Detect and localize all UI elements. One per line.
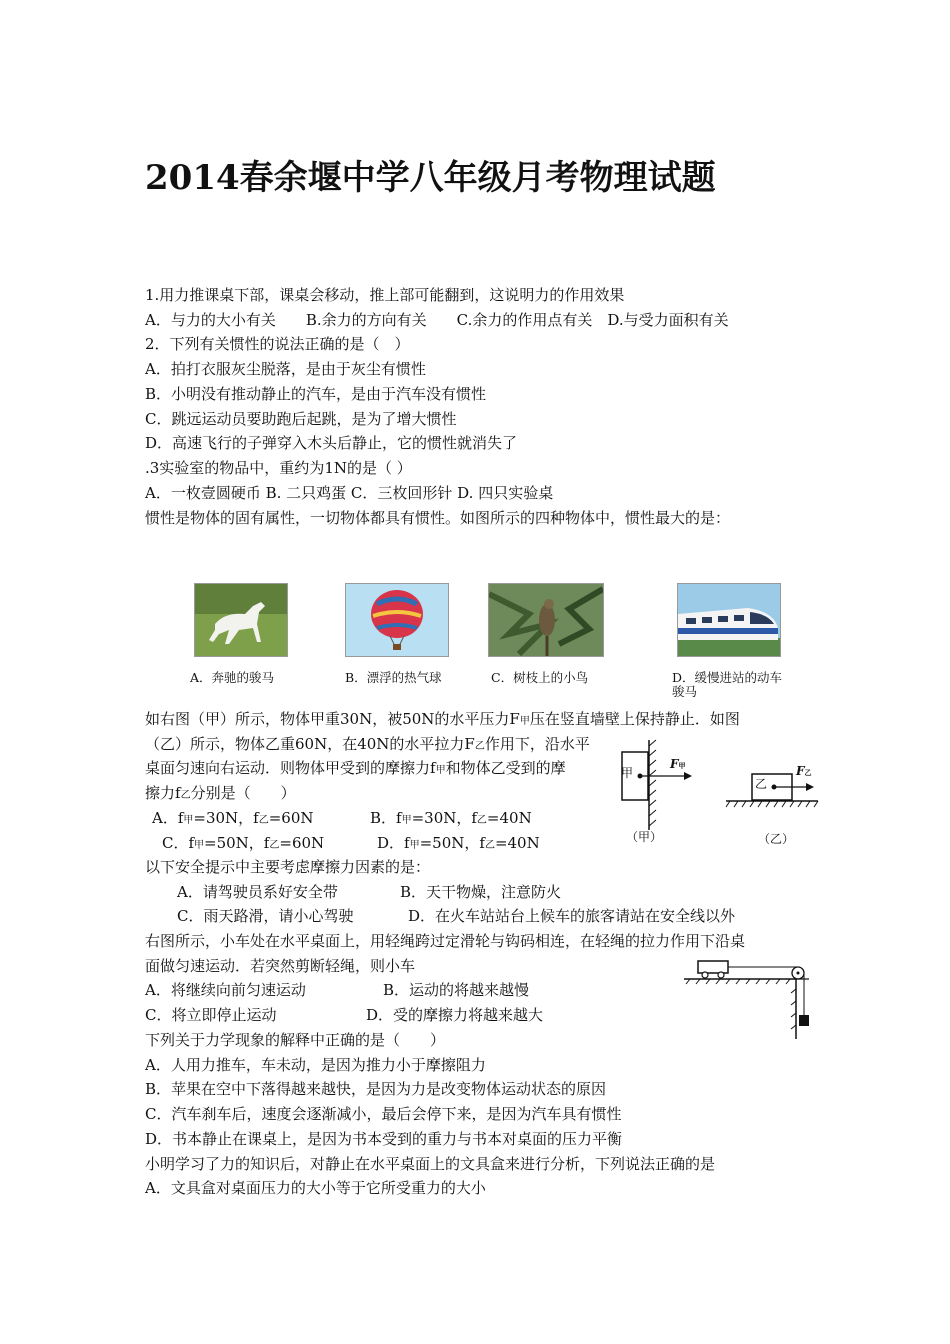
q7-line2: 面做匀速运动．若突然剪断轻绳，则小车 [145, 957, 416, 975]
q8-option-c: C．汽车刹车后，速度会逐渐减小，最后会停下来，是因为汽车具有惯性 [145, 1105, 622, 1123]
bird-on-branch-image [488, 583, 604, 657]
q6-stem: 以下安全提示中主要考虑摩擦力因素的是： [145, 858, 431, 876]
q7-option-c: C．将立即停止运动 [145, 1006, 277, 1024]
q5-option-b: B．f甲=30N，f乙=40N [370, 809, 532, 827]
q1-options: A．与力的大小有关 B.余力的方向有关 C.余力的作用点有关 D.与受力面积有关 [145, 311, 729, 329]
fig-jia-label: 甲 [621, 766, 634, 780]
q9-stem: 小明学习了力的知识后，对静止在水平桌面上的文具盒来进行分析，下列说法正确的是 [145, 1155, 716, 1173]
q7-option-a: A．将继续向前匀速运动 [145, 981, 306, 999]
cart-pulley-figure [684, 955, 814, 1040]
caption-a: A．奔驰的骏马 [190, 670, 275, 685]
caption-d: D．缓慢进站的动车 [672, 670, 783, 685]
q7-option-d: D．受的摩擦力将越来越大 [366, 1006, 544, 1024]
q5-option-a: A．f甲=30N，f乙=60N [152, 809, 314, 827]
q4-stem: 惯性是物体的固有属性，一切物体都具有惯性。如图所示的四种物体中，惯性最大的是： [145, 509, 731, 527]
q5-line3: 桌面匀速向右运动．则物体甲受到的摩擦力f甲和物体乙受到的摩 [145, 759, 566, 777]
q5-option-d: D．f甲=50N，f乙=40N [377, 834, 540, 852]
q7-line1: 右图所示，小车处在水平桌面上，用轻绳跨过定滑轮与钩码相连，在轻绳的拉力作用下沿桌 [145, 932, 746, 950]
q7-option-b: B．运动的将越来越慢 [383, 981, 530, 999]
fig-yi-caption: （乙） [758, 832, 795, 846]
q8-option-b: B．苹果在空中下落得越来越快，是因为力是改变物体运动状态的原因 [145, 1080, 607, 1098]
q2-option-d: D．高速飞行的子弹穿入木头后静止，它的惯性就消失了 [145, 434, 518, 452]
bullet-train-image [677, 583, 781, 657]
q5-line2: （乙）所示，物体乙重60N，在40N的水平拉力F乙作用下，沿水平 [145, 735, 590, 753]
q8-option-a: A．人用力推车，车未动，是因为推力小于摩擦阻力 [145, 1056, 486, 1074]
q6-option-b: B．天干物燥，注意防火 [400, 883, 562, 901]
q8-stem: 下列关于力学现象的解释中正确的是（ ） [145, 1031, 446, 1049]
fig-jia-force: F甲 [670, 757, 686, 771]
q5-line1: 如右图（甲）所示，物体甲重30N，被50N的水平压力F甲压在竖直墙壁上保持静止．如图 [145, 710, 740, 728]
fig-yi-force: F乙 [796, 764, 812, 778]
q2-option-b: B．小明没有推动静止的汽车，是由于汽车没有惯性 [145, 385, 487, 403]
page-title: 2014春余堰中学八年级月考物理试题 [145, 158, 716, 198]
q5-option-c: C．f甲=50N，f乙=60N [162, 834, 325, 852]
q2-stem: 2．下列有关惯性的说法正确的是（ ） [145, 335, 410, 353]
fig-yi-label: 乙 [755, 777, 768, 791]
figure-jia [612, 738, 702, 848]
q3-stem: .3实验室的物品中，重约为1N的是（ ） [145, 459, 412, 477]
q6-option-d: D．在火车站站台上候车的旅客请站在安全线以外 [408, 907, 736, 925]
q2-option-c: C．跳远运动员要助跑后起跳，是为了增大惯性 [145, 410, 457, 428]
caption-c: C．树枝上的小鸟 [491, 670, 589, 685]
q6-option-a: A．请驾驶员系好安全带 [177, 883, 338, 901]
q1-stem: 1.用力推课桌下部，课桌会移动，推上部可能翻到，这说明力的作用效果 [145, 286, 625, 304]
hot-air-balloon-image [345, 583, 449, 657]
caption-d-extra: 骏马 [672, 684, 698, 699]
fig-jia-caption: （甲） [626, 830, 663, 844]
caption-b: B．漂浮的热气球 [345, 670, 442, 685]
q3-options: A．一枚壹圆硬币 B. 二只鸡蛋 C．三枚回形针 D. 四只实验桌 [145, 484, 554, 502]
horse-image [194, 583, 288, 657]
q6-option-c: C．雨天路滑，请小心驾驶 [177, 907, 354, 925]
q5-line4: 擦力f乙分别是（ ） [145, 784, 296, 802]
q9-option-a: A．文具盒对桌面压力的大小等于它所受重力的大小 [145, 1179, 486, 1197]
q8-option-d: D．书本静止在课桌上，是因为书本受到的重力与书本对桌面的压力平衡 [145, 1130, 623, 1148]
q2-option-a: A．拍打衣服灰尘脱落，是由于灰尘有惯性 [145, 360, 426, 378]
figure-yi [722, 760, 822, 850]
